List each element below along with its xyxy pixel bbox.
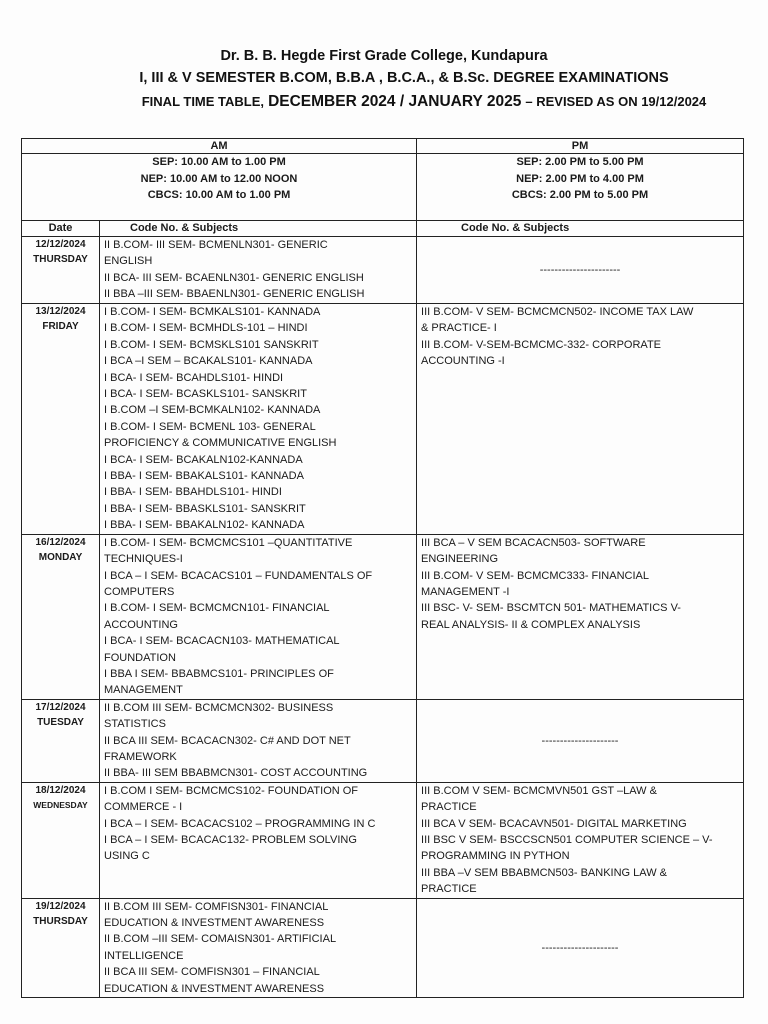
subject-line: I B.COM I SEM- BCMCMCS102- FOUNDATION OF <box>104 784 359 797</box>
exam-date-cell <box>22 534 100 699</box>
subject-line: I BBA- I SEM- BBAKALN102- KANNADA <box>104 519 305 532</box>
subject-line: ENGINEERING <box>421 553 499 566</box>
exam-day: MONDAY <box>38 551 83 563</box>
timetable-revision: – REVISED AS ON 19/12/2024 <box>525 94 707 109</box>
subject-line: STATISTICS <box>104 718 166 731</box>
subject-line: I BCA- I SEM- BCAHDLS101- HINDI <box>104 371 284 384</box>
subject-line: MANAGEMENT -I <box>421 585 510 598</box>
subject-line: III B.COM- V SEM- BCMCMCN502- INCOME TAX LAW <box>421 306 694 318</box>
subject-line: ENGLISH <box>104 255 153 268</box>
subject-line: I B.COM- I SEM- BCMENL 103- GENERAL <box>104 420 316 433</box>
subject-line: II BCA III SEM- COMFISN301 – FINANCIAL <box>104 966 320 979</box>
college-name: Dr. B. B. Hegde First Grade College, Kundapura <box>220 48 548 64</box>
no-exam-dash: --------------------- <box>541 941 619 954</box>
exam-row <box>22 898 744 997</box>
exam-day: THURSDAY <box>33 254 88 265</box>
date-column-header: Date <box>22 221 100 237</box>
am-subjects-header: Code No. & Subjects <box>100 221 417 237</box>
pm-timing-nep: NEP: 2.00 PM to 4.00 PM <box>516 172 644 185</box>
subject-line: I B.COM –I SEM-BCMKALN102- KANNADA <box>104 404 321 417</box>
pm-timing-cbcs: CBCS: 2.00 PM to 5.00 PM <box>511 189 649 201</box>
exam-row <box>22 534 744 699</box>
am-subjects-cell <box>100 898 417 997</box>
exam-date: 16/12/2024 <box>35 536 86 548</box>
subject-line: FOUNDATION <box>104 651 176 664</box>
am-subjects-cell <box>100 304 417 535</box>
am-timing-nep: NEP: 10.00 AM to 12.00 NOON <box>140 172 298 185</box>
exam-row <box>22 699 744 782</box>
exam-row <box>22 304 744 535</box>
am-subjects-cell <box>100 699 417 782</box>
timetable-period: DECEMBER 2024 / JANUARY 2025 <box>268 93 522 110</box>
pm-timing-sep: SEP: 2.00 PM to 5.00 PM <box>516 156 644 168</box>
subject-line: I BBA- I SEM- BBASKLS101- SANSKRIT <box>104 502 306 515</box>
subject-line: III BSC- V- SEM- BSCMTCN 501- MATHEMATICS V- <box>421 602 681 615</box>
subject-line: I BCA- I SEM- BCACACN103- MATHEMATICAL <box>104 635 340 648</box>
subject-line: II BCA III SEM- BCACACN302- C# AND DOT NET <box>104 734 351 747</box>
am-subjects-cell <box>100 534 417 699</box>
subject-line: PROGRAMMING IN PYTHON <box>421 850 570 863</box>
pm-session-label: PM <box>417 139 744 154</box>
subject-line: MANAGEMENT <box>104 684 183 697</box>
pm-subjects-header: Code No. & Subjects <box>417 221 744 237</box>
exam-day: THURSDAY <box>33 915 88 927</box>
subject-line: EDUCATION & INVESTMENT AWARENESS <box>104 982 325 995</box>
exam-date-cell <box>22 304 100 535</box>
subject-line: ACCOUNTING -I <box>421 355 505 368</box>
subject-line: I BCA – I SEM- BCACACS101 – FUNDAMENTALS OF <box>104 569 373 582</box>
subject-line: TECHNIQUES-I <box>104 553 183 566</box>
am-timing-cbcs: CBCS: 10.00 AM to 1.00 PM <box>147 189 291 201</box>
am-timing-sep: SEP: 10.00 AM to 1.00 PM <box>152 156 286 168</box>
exam-date: 13/12/2024 <box>35 306 86 317</box>
am-subjects-cell <box>100 237 417 304</box>
no-exam-dash: --------------------- <box>541 734 619 747</box>
session-header-row <box>22 139 744 154</box>
exam-day: FRIDAY <box>42 321 79 332</box>
subject-line: I B.COM- I SEM- BCMKALS101- KANNADA <box>104 306 321 318</box>
subject-line: FRAMEWORK <box>104 750 177 763</box>
subject-line: I BBA- I SEM- BBAHDLS101- HINDI <box>104 486 282 499</box>
subject-line: I BCA- I SEM- BCAKALN102-KANNADA <box>104 453 303 466</box>
exam-day: TUESDAY <box>37 716 84 728</box>
session-timing-row <box>22 154 744 221</box>
subject-line: III B.COM- V-SEM-BCMCMC-332- CORPORATE <box>421 338 661 351</box>
subject-line: II B.COM III SEM- BCMCMCN302- BUSINESS <box>104 701 334 714</box>
pm-subjects-cell <box>417 782 744 898</box>
no-exam-dash: ---------------------- <box>539 263 621 276</box>
subject-line: II BBA- III SEM BBABMCN301- COST ACCOUNTING <box>104 767 368 780</box>
subject-line: III BBA –V SEM BBABMCN503- BANKING LAW & <box>421 866 667 879</box>
timetable-lead: FINAL TIME TABLE, <box>141 94 265 109</box>
subject-line: I BBA- I SEM- BBAKALS101- KANNADA <box>104 470 304 483</box>
column-header-row <box>22 221 744 237</box>
subject-line: EDUCATION & INVESTMENT AWARENESS <box>104 917 325 930</box>
subject-line: I B.COM- I SEM- BCMHDLS-101 – HINDI <box>104 322 308 335</box>
pm-subjects-cell <box>417 898 744 997</box>
subject-line: I BCA – I SEM- BCACACS102 – PROGRAMMING IN C <box>104 817 376 830</box>
subject-line: USING C <box>104 850 150 863</box>
subject-line: COMPUTERS <box>104 585 175 598</box>
subject-line: PRACTICE <box>421 883 477 896</box>
timetable <box>21 138 744 998</box>
subject-line: & PRACTICE- I <box>421 322 497 335</box>
subject-line: II BCA- III SEM- BCAENLN301- GENERIC ENGLISH <box>104 271 364 284</box>
am-session-label: AM <box>22 139 417 154</box>
subject-line: II B.COM III SEM- COMFISN301- FINANCIAL <box>104 900 329 913</box>
exam-date-cell <box>22 898 100 997</box>
exam-date: 19/12/2024 <box>35 900 86 912</box>
pm-subjects-cell <box>417 534 744 699</box>
subject-line: I BCA- I SEM- BCASKLS101- SANSKRIT <box>104 388 307 401</box>
am-timings <box>22 154 417 221</box>
exam-row <box>22 782 744 898</box>
subject-line: III B.COM V SEM- BCMCMVN501 GST –LAW & <box>421 784 657 797</box>
pm-subjects-cell <box>417 304 744 535</box>
exam-date: 17/12/2024 <box>35 701 86 713</box>
subject-line: I B.COM- I SEM- BCMCMCN101- FINANCIAL <box>104 602 330 615</box>
pm-subjects-cell <box>417 237 744 304</box>
subject-line: I BCA – I SEM- BCACAC132- PROBLEM SOLVING <box>104 834 357 846</box>
exam-title: I, III & V SEMESTER B.COM, B.B.A , B.C.A., & B.Sc. DEGREE EXAMINATIONS <box>139 70 669 86</box>
subject-line: III B.COM- V SEM- BCMCMC333- FINANCIAL <box>421 569 649 582</box>
exam-date-cell <box>22 237 100 304</box>
am-subjects-cell <box>100 782 417 898</box>
subject-line: II B.COM- III SEM- BCMENLN301- GENERIC <box>104 239 328 251</box>
subject-line: PROFICIENCY & COMMUNICATIVE ENGLISH <box>104 437 337 450</box>
subject-line: I B.COM- I SEM- BCMSKLS101 SANSKRIT <box>104 338 319 351</box>
subject-line: I BBA I SEM- BBABMCS101- PRINCIPLES OF <box>104 667 334 680</box>
exam-row <box>22 237 744 304</box>
subject-line: III BCA V SEM- BCACAVN501- DIGITAL MARKETING <box>421 817 687 830</box>
subject-line: INTELLIGENCE <box>104 949 184 962</box>
subject-line: PRACTICE <box>421 801 477 814</box>
exam-date: 12/12/2024 <box>35 239 86 250</box>
subject-line: I BCA –I SEM – BCAKALS101- KANNADA <box>104 355 313 368</box>
subject-line: II BBA –III SEM- BBAENLN301- GENERIC ENGLISH <box>104 288 365 301</box>
subject-line: REAL ANALYSIS- II & COMPLEX ANALYSIS <box>421 618 641 631</box>
subject-line: I B.COM- I SEM- BCMCMCS101 –QUANTITATIVE <box>104 536 353 549</box>
timetable-title <box>0 93 768 111</box>
pm-subjects-cell <box>417 699 744 782</box>
pm-timings <box>417 154 744 221</box>
subject-line: II B.COM –III SEM- COMAISN301- ARTIFICIAL <box>104 933 337 946</box>
exam-day: WEDNESDAY <box>33 799 88 810</box>
subject-line: ACCOUNTING <box>104 618 178 631</box>
exam-date-cell <box>22 699 100 782</box>
subject-line: COMMERCE - I <box>104 801 183 814</box>
exam-date: 18/12/2024 <box>35 784 86 796</box>
exam-date-cell <box>22 782 100 898</box>
subject-line: III BCA – V SEM BCACACN503- SOFTWARE <box>421 536 646 549</box>
subject-line: III BSC V SEM- BSCCSCN501 COMPUTER SCIENCE – V- <box>421 834 713 846</box>
